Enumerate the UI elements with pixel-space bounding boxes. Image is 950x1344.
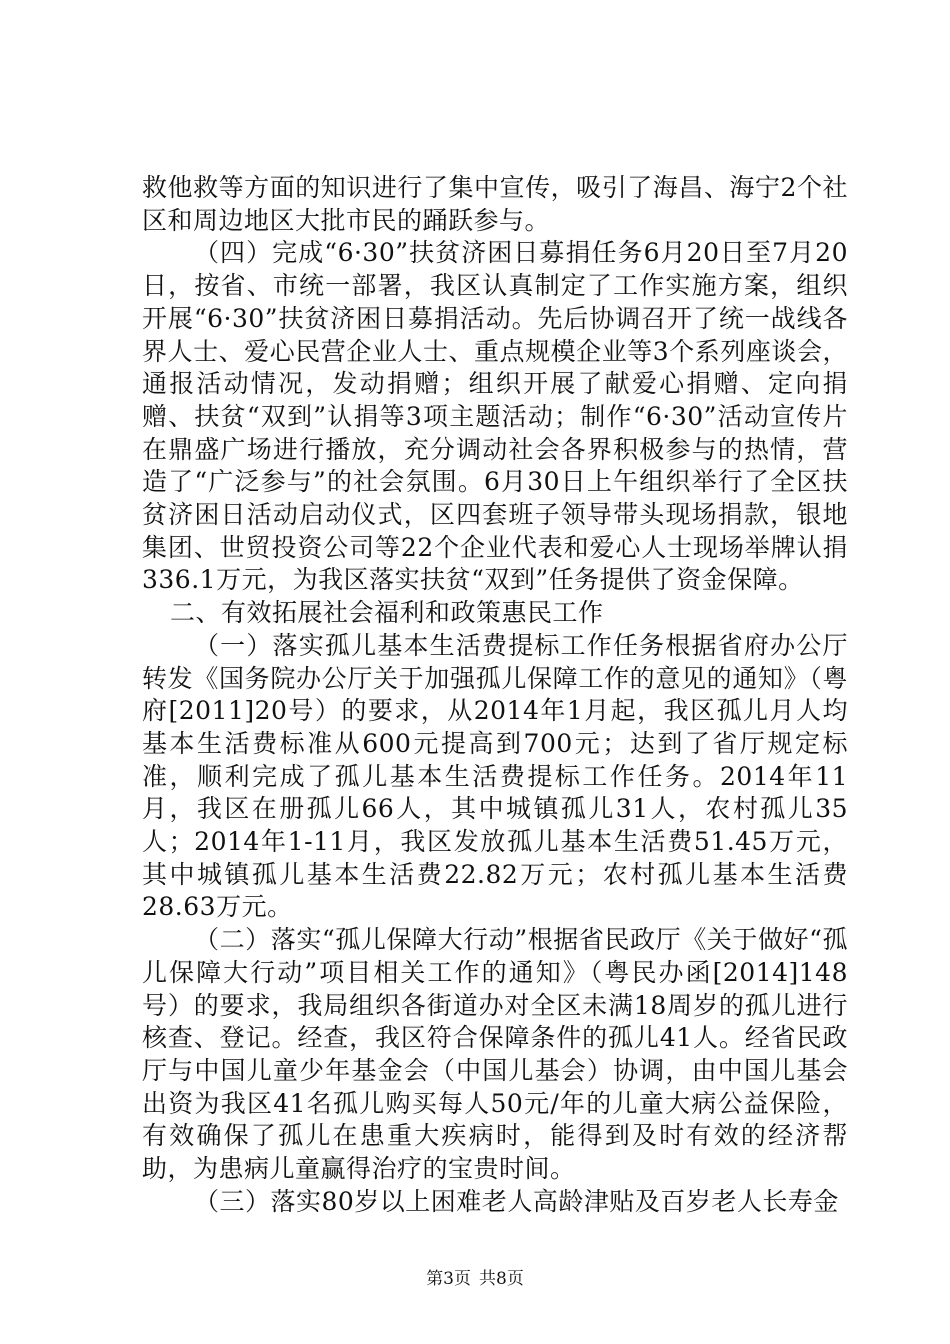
- section-heading-two: 二、有效拓展社会福利和政策惠民工作: [170, 598, 604, 628]
- paragraph-subsection-one: （一）落实孤儿基本生活费提标工作任务根据省府办公厅转发《国务院办公厅关于加强孤儿保障工作的意见的通知》（粤府[2011]20号）的要求，从2014年1月起，我区孤儿月人均基本生活费标准从600元提高到700元；达到了省厅规定标准，顺利完成了孤儿基本生活费提标工作任务。2014年11月，我区在册孤儿66人，其中城镇孤儿31人，农村孤儿35人；2014年1-11月，我区发放孤儿基本生活费51.45万元，其中城镇孤儿基本生活费22.82万元；农村孤儿基本生活费28.63万元。: [142, 630, 848, 922]
- page-total: 共8页: [479, 1269, 524, 1289]
- page-number: 第3页: [426, 1269, 471, 1289]
- paragraph-continuation: 救他救等方面的知识进行了集中宣传，吸引了海昌、海宁2个社区和周边地区大批市民的踊跃参与。: [142, 173, 848, 235]
- document-body: [142, 172, 848, 1219]
- page-footer: [0, 1268, 950, 1290]
- paragraph-section-four: （四）完成“6·30”扶贫济困日募捐任务6月20日至7月20日，按省、市统一部署，我区认真制定了工作实施方案，组织开展“6·30”扶贫济困日募捐活动。先后协调召开了统一战线各界人士、爱心民营企业人士、重点规模企业等3个系列座谈会，通报活动情况，发动捐赠；组织开展了献爱心捐赠、定向捐赠、扶贫“双到”认捐等3项主题活动；制作“6·30”活动宣传片在鼎盛广场进行播放，充分调动社会各界积极参与的热情，营造了“广泛参与”的社会氛围。6月30日上午组织举行了全区扶贫济困日活动启动仪式，区四套班子领导带头现场捐款，银地集团、世贸投资公司等22个企业代表和爱心人士现场举牌认捐336.1万元，为我区落实扶贫“双到”任务提供了资金保障。: [142, 238, 848, 595]
- paragraph-subsection-two: （二）落实“孤儿保障大行动”根据省民政厅《关于做好“孤儿保障大行动”项目相关工作的通知》（粤民办函[2014]148号）的要求，我局组织各街道办对全区未满18周岁的孤儿进行核查、登记。经查，我区符合保障条件的孤儿41人。经省民政厅与中国儿童少年基金会（中国儿基会）协调，由中国儿基会出资为我区41名孤儿购买每人50元/年的儿童大病公益保险，有效确保了孤儿在患重大疾病时，能得到及时有效的经济帮助，为患病儿童赢得治疗的宝贵时间。: [142, 925, 848, 1184]
- paragraph-subsection-three: （三）落实80岁以上困难老人高龄津贴及百岁老人长寿金: [194, 1186, 839, 1216]
